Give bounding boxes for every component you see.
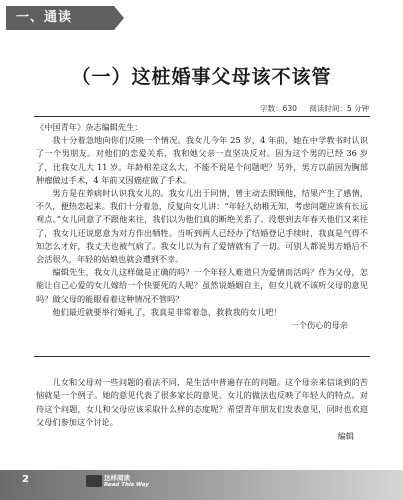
brand-name-en: Read This Way xyxy=(104,482,149,488)
book-icon xyxy=(86,475,102,487)
editor-signature: 编辑 xyxy=(337,430,354,441)
letter-paragraph: 我十分着急地向你们反映一个情况。我女儿今年 25 岁，4 年前，她在中学教书时认识了一个男朋友。对他们的恋爱关系，我和她父亲一直坚决反对。因为这个男的已经 36 岁了，比我女儿大 11 岁。年龄相差这么大，不能不说是个问题吧？另外，男方以前因为胸部肿瘤做过手术，4 年前又因癌症做了手术。 xyxy=(36,135,368,185)
letter-paragraph: 他们最近就要举行婚礼了，我真是非常着急，救救我的女儿吧！ xyxy=(52,306,282,317)
bottom-divider xyxy=(34,356,370,357)
letter-paragraph: 男方是在养病时认识我女儿的。我女儿出于同情，曾主动去照顾他，结果产生了感情，不久，便热恋起来。我们十分着急，反复向女儿讲：“年轻人幼稚无知，考虑问题应该有长远观点。”女儿同意了不跟他来往，我们以为他们真的断绝关系了。没想到去年春天他们又来往了，我女儿还说愿意为对方作出牺牲。当听到两人已经办了结婚登记手续时，我真是气得不知怎么才好，我丈夫也被气病了。我女儿以为有了爱情就有了一切。可别人都说男方婚后不会活很久，年轻的姑娘也就会遭到不幸。 xyxy=(36,188,368,265)
word-count: 字数：630 xyxy=(260,104,297,113)
article-title: （一）这桩婚事父母该不该管 xyxy=(71,66,332,88)
section-tab: 一、通读 xyxy=(6,6,114,30)
letter-salutation: 《中国青年》杂志编辑先生： xyxy=(36,122,143,132)
reader-letter xyxy=(36,121,368,332)
footer-band xyxy=(0,470,403,500)
letter-paragraph: 编辑先生，我女儿这样做是正确的吗？一个年轻人难道只为爱情而活吗？作为父母，怎能让自己心爱的女儿嫁给一个快要死的人呢？虽然说婚姻自主，但女儿就不该听父母的意见吗？做父母的能眼看着这种情况不管吗？ xyxy=(36,267,368,304)
brand-logo-block xyxy=(86,473,149,491)
letter-signature: 一个伤心的母亲 xyxy=(290,320,348,331)
top-divider xyxy=(34,116,370,117)
editor-note xyxy=(36,376,368,443)
brand-name-cn: 这样阅读 xyxy=(104,474,130,482)
editor-paragraph: 儿女和父母对一些问题的看法不同，是生活中普遍存在的问题。这个母亲来信谈到的苦恼就是一个例子。她的意见代表了很多家长的意见。女儿的做法也反映了年轻人的特点。对待这个问题，女儿和父母应该采取什么样的态度呢？希望青年朋友们发表意见，同时也欢迎父母们参加这个讨论。 xyxy=(36,377,368,428)
page-number: 2 xyxy=(22,474,29,485)
article-meta xyxy=(250,103,369,114)
reading-time: 阅读时间：5 分钟 xyxy=(309,104,369,113)
